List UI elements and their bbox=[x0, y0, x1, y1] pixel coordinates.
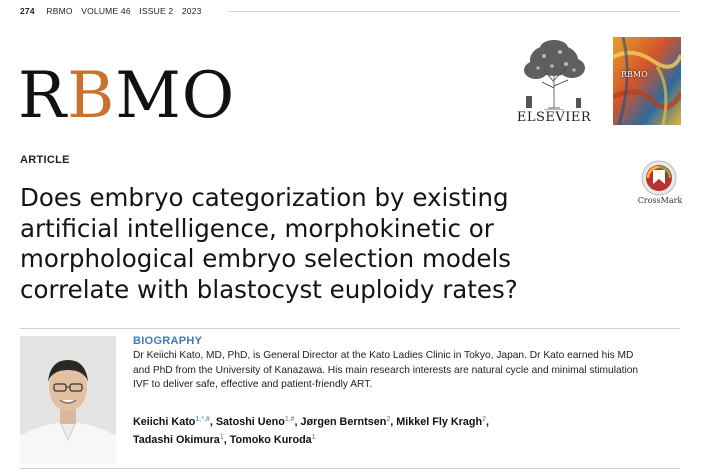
author-affiliation[interactable]: 1,# bbox=[284, 416, 295, 423]
author-name[interactable]: Tadashi Okimura bbox=[133, 434, 220, 446]
publisher-name: ELSEVIER bbox=[516, 110, 592, 125]
journal-logo[interactable] bbox=[18, 59, 236, 133]
author-affiliation[interactable]: 1 bbox=[219, 434, 224, 441]
issue: ISSUE 2 bbox=[139, 6, 174, 16]
author-name[interactable]: Jørgen Berntsen bbox=[300, 416, 387, 428]
author-name[interactable]: Mikkel Fly Kragh bbox=[396, 416, 483, 428]
article-type-label: ARTICLE bbox=[20, 154, 70, 166]
author-affiliation[interactable]: 2 bbox=[482, 416, 486, 423]
year: 2023 bbox=[181, 6, 202, 16]
author-name[interactable]: Keiichi Kato bbox=[133, 416, 196, 428]
section-divider bbox=[20, 328, 680, 329]
article-title: Does embryo categorization by existing artificial intelligence, morphokinetic or morphological embryo selection models correlate with blastocyst euploidy rates? bbox=[20, 183, 518, 304]
page-number: 274 bbox=[20, 6, 35, 16]
header-rule bbox=[229, 11, 680, 12]
logo-letter-r: R bbox=[18, 59, 68, 133]
cover-title: RBMO bbox=[621, 70, 648, 79]
running-header bbox=[20, 6, 208, 16]
volume: VOLUME 46 bbox=[81, 6, 131, 16]
logo-letter-b: B bbox=[67, 59, 116, 133]
author-affiliation[interactable]: 1,*,# bbox=[195, 416, 210, 423]
author-name[interactable]: Tomoko Kuroda bbox=[229, 434, 312, 446]
crossmark-label: CrossMark bbox=[637, 196, 683, 205]
author-affiliation[interactable]: 2 bbox=[386, 416, 391, 423]
biography-text: Dr Keiichi Kato, MD, PhD, is General Director at the Kato Ladies Clinic in Tokyo, Japan. Dr Kato earned his MD and PhD from the University of Kanazawa. His main research interests are natural cycle and minimal stimulation IVF to deliver safe, effective and patient-friendly ART. bbox=[133, 350, 639, 390]
author-list: Keiichi Kato$^{1,*,\#}$, Satoshi Ueno$^{1,\#}$, Jørgen Berntsen$^2$, Mikkel Fly Kragh$^2$, Tadashi Okimura$^1$, Tomoko Kuroda$^1$ bbox=[133, 416, 489, 446]
biography-heading: BIOGRAPHY bbox=[133, 335, 203, 347]
author-name[interactable]: Satoshi Ueno bbox=[215, 416, 285, 428]
author-photo bbox=[20, 336, 116, 464]
journal-cover[interactable] bbox=[613, 37, 681, 125]
logo-letters-mo: MO bbox=[115, 59, 236, 133]
author-affiliation[interactable]: 1 bbox=[311, 434, 316, 441]
journal-abbrev: RBMO bbox=[46, 6, 73, 16]
bottom-divider bbox=[20, 468, 680, 469]
